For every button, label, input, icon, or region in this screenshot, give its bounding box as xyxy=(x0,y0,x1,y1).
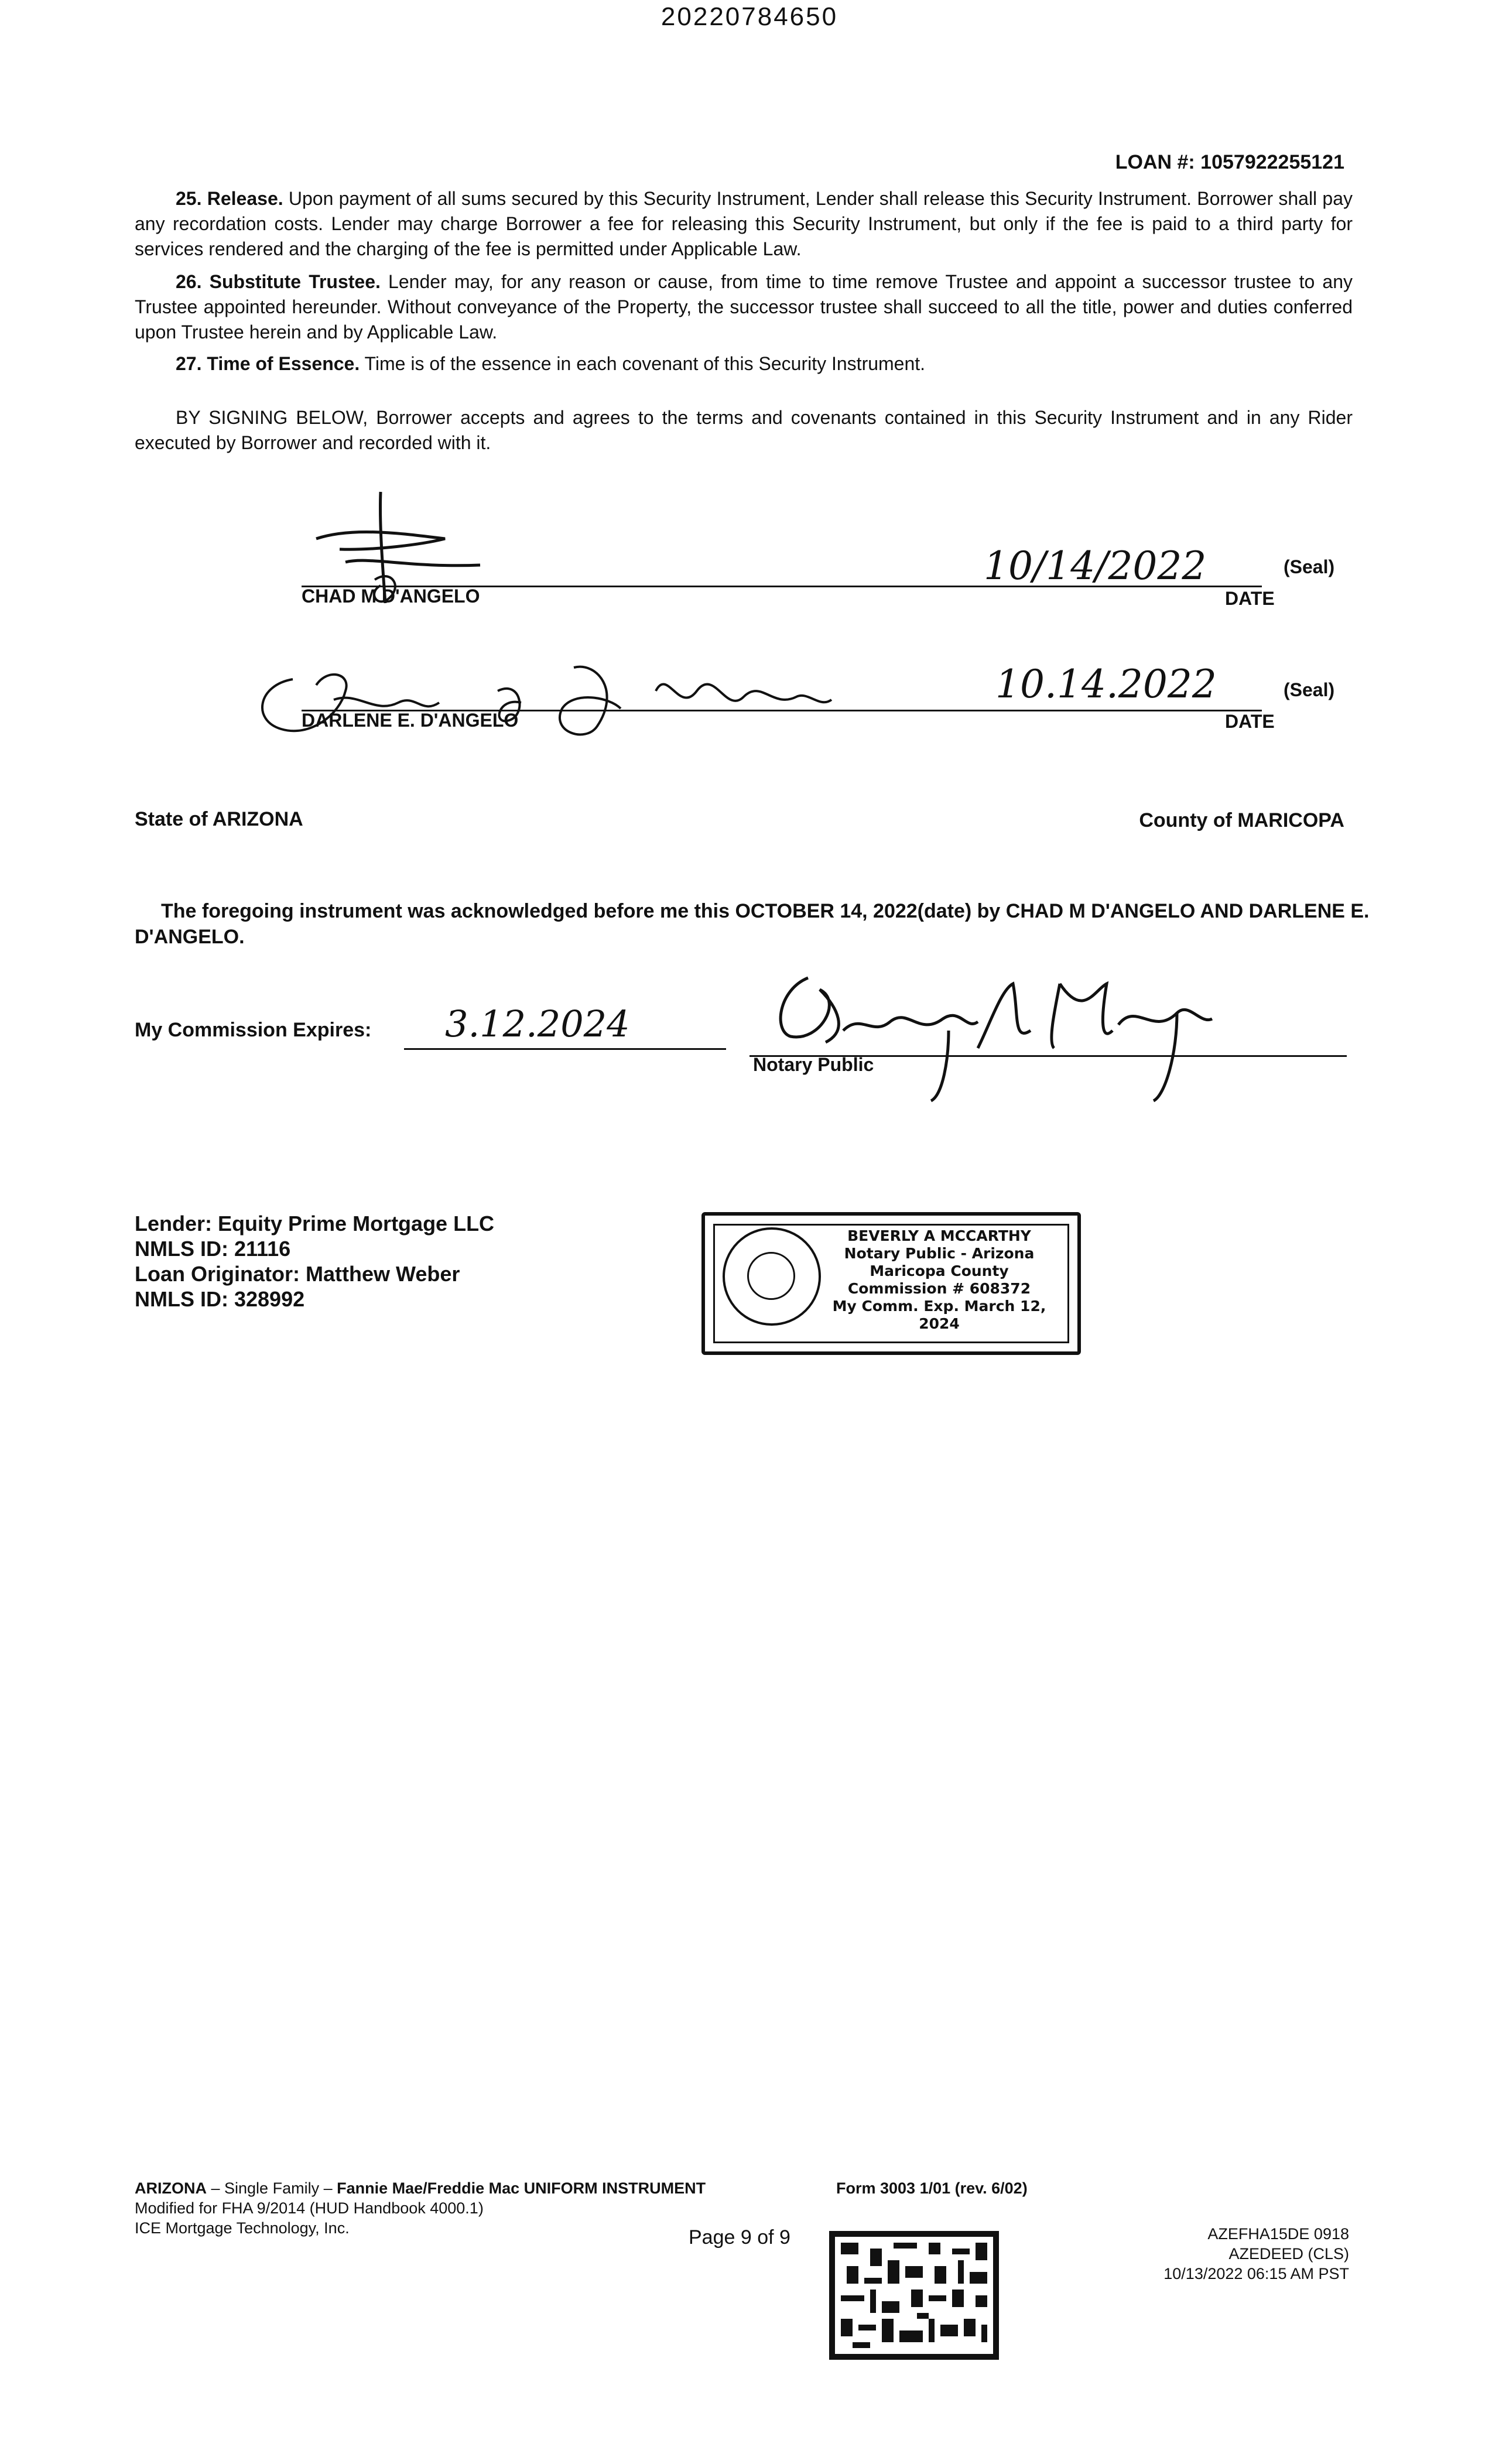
signature-darlene xyxy=(246,644,878,755)
footer-modified: Modified for FHA 9/2014 (HUD Handbook 4000.1) xyxy=(135,2199,484,2217)
page-number: Page 9 of 9 xyxy=(689,2226,790,2249)
stamp-text xyxy=(816,1227,1062,1333)
lender-nmls: NMLS ID: 21116 xyxy=(135,1237,291,1261)
paragraph-number: 25. xyxy=(176,188,202,209)
paragraph-number: 26. xyxy=(176,271,202,292)
footer-state: ARIZONA xyxy=(135,2179,207,2197)
paragraph-substitute-trustee xyxy=(135,269,1353,345)
stamp-title: Notary Public - Arizona xyxy=(844,1245,1035,1262)
document-number: 20220784650 xyxy=(660,2,839,31)
commission-label: My Commission Expires: xyxy=(135,1019,372,1041)
notary-label: Notary Public xyxy=(753,1054,874,1075)
arizona-seal-icon xyxy=(723,1227,821,1326)
loan-number: LOAN #: 1057922255121 xyxy=(1115,151,1344,173)
lender-info xyxy=(135,1211,494,1312)
originator-nmls: NMLS ID: 328992 xyxy=(135,1287,305,1311)
paragraph-text: Time is of the essence in each covenant of this Security Instrument. xyxy=(360,353,926,374)
paragraph-text: Lender may, for any reason or cause, from time to time remove Trustee and appoint a successor trustee to any Trustee appointed hereunder. Without conveyance of the Property, the successor trustee shall succeed to all the title, power and duties conferred upon Trustee herein and by Applicable Law. xyxy=(135,271,1353,343)
stamp-expiration: My Comm. Exp. March 12, 2024 xyxy=(832,1298,1046,1332)
paragraph-heading: Time of Essence. xyxy=(207,353,360,374)
stamp-name: BEVERLY A MCCARTHY xyxy=(847,1227,1031,1244)
paragraph-number: 27. xyxy=(176,353,202,374)
paragraph-release xyxy=(135,186,1353,262)
footer-family: – Single Family – xyxy=(207,2179,337,2197)
footer-code: AZEFHA15DE 0918 xyxy=(1207,2225,1349,2243)
commission-line xyxy=(404,1048,726,1050)
signer-name: DARLENE E. D'ANGELO xyxy=(302,710,519,731)
date-label: DATE xyxy=(1225,711,1275,732)
footer-form-title xyxy=(135,2178,706,2198)
paragraph-time-of-essence xyxy=(135,351,1353,377)
stamp-county: Maricopa County xyxy=(870,1262,1009,1279)
signer-name: CHAD M D'ANGELO xyxy=(302,586,480,607)
loan-originator: Loan Originator: Matthew Weber xyxy=(135,1262,460,1286)
notary-stamp xyxy=(701,1212,1081,1355)
county-label: County of MARICOPA xyxy=(1139,809,1344,831)
handwritten-date: 10/14/2022 xyxy=(984,543,1207,588)
acknowledgment-text: The foregoing instrument was acknowledged before me this OCTOBER 14, 2022(date) by CHAD M D'ANGELO AND DARLENE E. D'ANGELO. xyxy=(135,900,1370,948)
signing-statement: BY SIGNING BELOW, Borrower accepts and agrees to the terms and covenants contained in this Security Instrument and in any Rider executed by Borrower and recorded with it. xyxy=(135,407,1353,453)
footer-company: ICE Mortgage Technology, Inc. xyxy=(135,2219,350,2237)
paragraph-heading: Substitute Trustee. xyxy=(209,271,381,292)
footer-timestamp: 10/13/2022 06:15 AM PST xyxy=(1163,2265,1349,2282)
seal-label: (Seal) xyxy=(1284,679,1335,700)
barcode-icon xyxy=(829,2231,999,2360)
handwritten-expiration: 3.12.2024 xyxy=(445,1002,630,1045)
seal-center xyxy=(747,1252,795,1300)
footer-codes xyxy=(1163,2224,1349,2284)
stamp-commission: Commission # 608372 xyxy=(847,1280,1031,1297)
footer-left xyxy=(135,2178,706,2238)
seal-label: (Seal) xyxy=(1284,556,1335,577)
footer-form-number: Form 3003 1/01 (rev. 6/02) xyxy=(836,2179,1028,2197)
notary-signature xyxy=(755,966,1236,1107)
state-label: State of ARIZONA xyxy=(135,808,303,830)
paragraph-heading: Release. xyxy=(207,188,283,209)
date-label: DATE xyxy=(1225,588,1275,609)
footer-instrument: Fannie Mae/Freddie Mac UNIFORM INSTRUMENT xyxy=(337,2179,706,2197)
footer-code: AZEDEED (CLS) xyxy=(1228,2245,1349,2263)
paragraph-text: Upon payment of all sums secured by this Security Instrument, Lender shall release this Security Instrument. Borrower shall pay any recordation costs. Lender may charge Borrower a fee for releasing this Security Instrument, but only if the fee is paid to a third party for services rendered and the charging of the fee is permitted under Applicable Law. xyxy=(135,188,1353,259)
lender-name: Lender: Equity Prime Mortgage LLC xyxy=(135,1212,495,1236)
handwritten-date: 10.14.2022 xyxy=(995,662,1217,707)
